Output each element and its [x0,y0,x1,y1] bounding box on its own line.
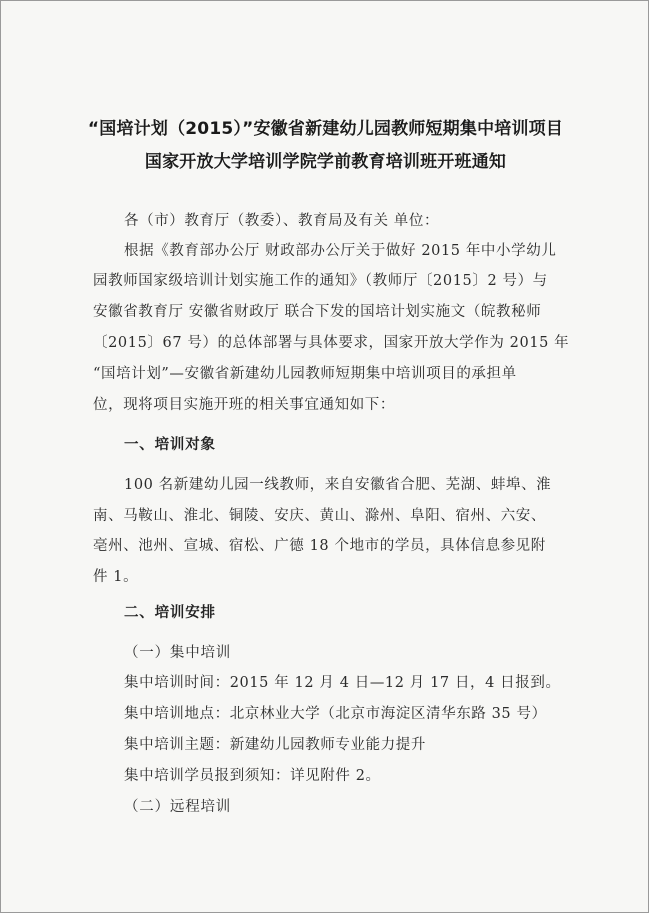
section-1-line: 亳州、池州、宣城、宿松、广德 18 个地市的学员，具体信息参见附 [93,538,546,554]
section-2-sub-1-line: 集中培训地点：北京林业大学（北京市海淀区清华东路 35 号） [124,706,547,722]
intro-line: 根据《教育部办公厅 财政部办公厅关于做好 2015 年中小学幼儿 [124,243,557,259]
intro-line: “国培计划”—安徽省新建幼儿园教师短期集中培训项目的承担单 [93,366,517,382]
section-2-sub-1-line: 集中培训主题：新建幼儿园教师专业能力提升 [124,737,426,753]
document-title-line-1: “国培计划（2015）”安徽省新建幼儿园教师短期集中培训项目 [87,119,564,139]
section-2-sub-1-line: 集中培训时间：2015 年 12 月 4 日—12 月 17 日，4 日报到。 [124,675,561,691]
section-1-line: 100 名新建幼儿园一线教师，来自安徽省合肥、芜湖、蚌埠、淮 [124,477,552,493]
document-title-line-2: 国家开放大学培训学院学前教育培训班开班通知 [144,152,507,172]
section-2-heading: 二、培训安排 [124,605,216,621]
intro-line: 安徽省教育厅 安徽省财政厅 联合下发的国培计划实施文（皖教秘师 [93,304,542,320]
salutation: 各（市）教育厅（教委）、教育局及有关 单位： [124,213,440,229]
section-1-line: 南、马鞍山、淮北、铜陵、安庆、黄山、滁州、阜阳、宿州、六安、 [93,508,546,524]
intro-line: 位，现将项目实施开班的相关事宜通知如下： [93,397,395,413]
intro-line: 园教师国家级培训计划实施工作的通知》（教师厅〔2015〕2 号）与 [93,273,548,289]
section-1-heading: 一、培训对象 [124,437,216,453]
section-2-sub-2-heading: （二）远程培训 [124,799,232,815]
section-2-sub-1-line: 集中培训学员报到须知：详见附件 2。 [124,768,381,784]
section-1-line: 件 1。 [93,569,139,585]
section-2-sub-1-heading: （一）集中培训 [124,645,232,661]
intro-line: 〔2015〕67 号）的总体部署与具体要求，国家开放大学作为 2015 年 [93,335,570,351]
